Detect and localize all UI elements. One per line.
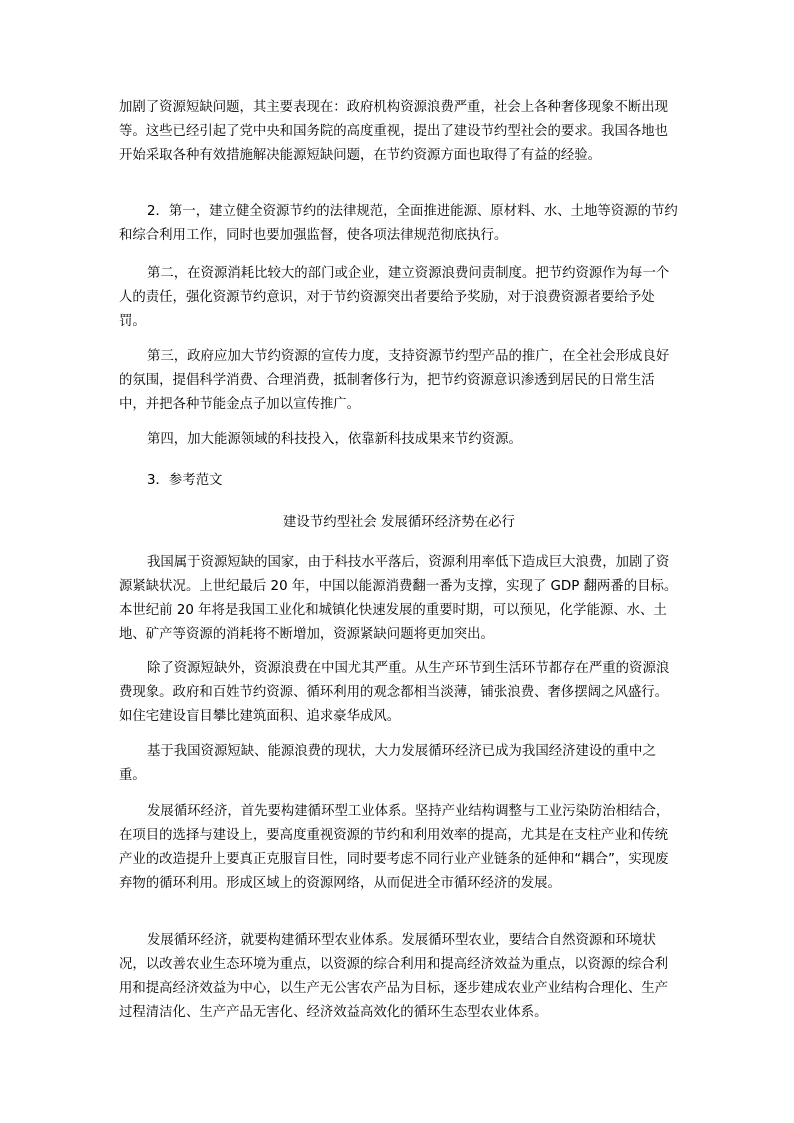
- paragraph-point-one: 2．第一，建立健全资源节约的法律规范，全面推进能源、原材料、水、土地等资源的节约和综合利用工作，同时也要加强监督，使各项法律规范彻底执行。: [119, 204, 678, 243]
- essay-paragraph-3: 基于我国资源短缺、能源浪费的现状，大力发展循环经济已成为我国经济建设的重中之重。: [119, 744, 656, 783]
- essay-paragraph-5: 发展循环经济，就要构建循环型农业体系。发展循环型农业，要结合自然资源和环境状况，以改善农业生态环境为重点，以资源的综合利用和提高经济效益为重点，以资源的综合利用和提高经济效益为中心，以生产无公害农产品为目标，逐步建成农业产业结构合理化、生产过程清洁化、生产产品无害化、经济效益高效化的循环生态型农业体系。: [119, 933, 669, 1020]
- paragraph-point-four: 第四，加大能源领域的科技投入，依靠新科技成果来节约资源。: [147, 432, 522, 447]
- paragraph-point-three: 第三，政府应加大节约资源的宣传力度，支持资源节约型产品的推广，在全社会形成良好的氛围，提倡科学消费、合理消费，抵制奢侈行为，把节约资源意识渗透到居民的日常生活中，并把各种节能金点子加以宣传推广。: [119, 349, 670, 412]
- paragraph-point-two: 第二，在资源消耗比较大的部门或企业，建立资源浪费问责制度。把节约资源作为每一个人的责任，强化资源节约意识，对于节约资源突出者要给予奖励，对于浪费资源者要给予处罚。: [119, 266, 670, 329]
- essay-paragraph-1: 我国属于资源短缺的国家，由于科技水平落后，资源利用率低下造成巨大浪费，加剧了资源紧缺状况。上世纪最后 20 年，中国以能源消费翻一番为支撑，实现了 GDP 翻两番的目标。本世纪前 20 年将是我国工业化和城镇化快速发展的重要时期，可以预见，化学能源、水、土地、矿产等资源的消耗将不断增加，资源紧缺问题将更加突出。: [119, 555, 678, 642]
- section-heading-sample-essay: 3．参考范文: [147, 473, 223, 488]
- essay-paragraph-4: 发展循环经济，首先要构建循环型工业体系。坚持产业结构调整与工业污染防治相结合，在项目的选择与建设上，要高度重视资源的节约和利用效率的提高，尤其是在支柱产业和传统产业的改造提升上要真正克服盲目性，同时要考虑不同行业产业链条的延伸和“耦合”，实现废弃物的循环利用。形成区域上的资源网络，从而促进全市循环经济的发展。: [119, 804, 670, 891]
- paragraph-intro: 加剧了资源短缺问题，其主要表现在：政府机构资源浪费严重，社会上各种奢侈现象不断出现等。这些已经引起了党中央和国务院的高度重视，提出了建设节约型社会的要求。我国各地也开始采取各种有效措施解决能源短缺问题，在节约资源方面也取得了有益的经验。: [119, 100, 669, 163]
- essay-paragraph-2: 除了资源短缺外，资源浪费在中国尤其严重。从生产环节到生活环节都存在严重的资源浪费现象。政府和百姓节约资源、循环利用的观念都相当淡薄，铺张浪费、奢侈摆阔之风盛行。如住宅建设盲目攀比建筑面积、追求豪华成风。: [119, 661, 670, 724]
- essay-title: 建设节约型社会 发展循环经济势在必行: [283, 515, 515, 530]
